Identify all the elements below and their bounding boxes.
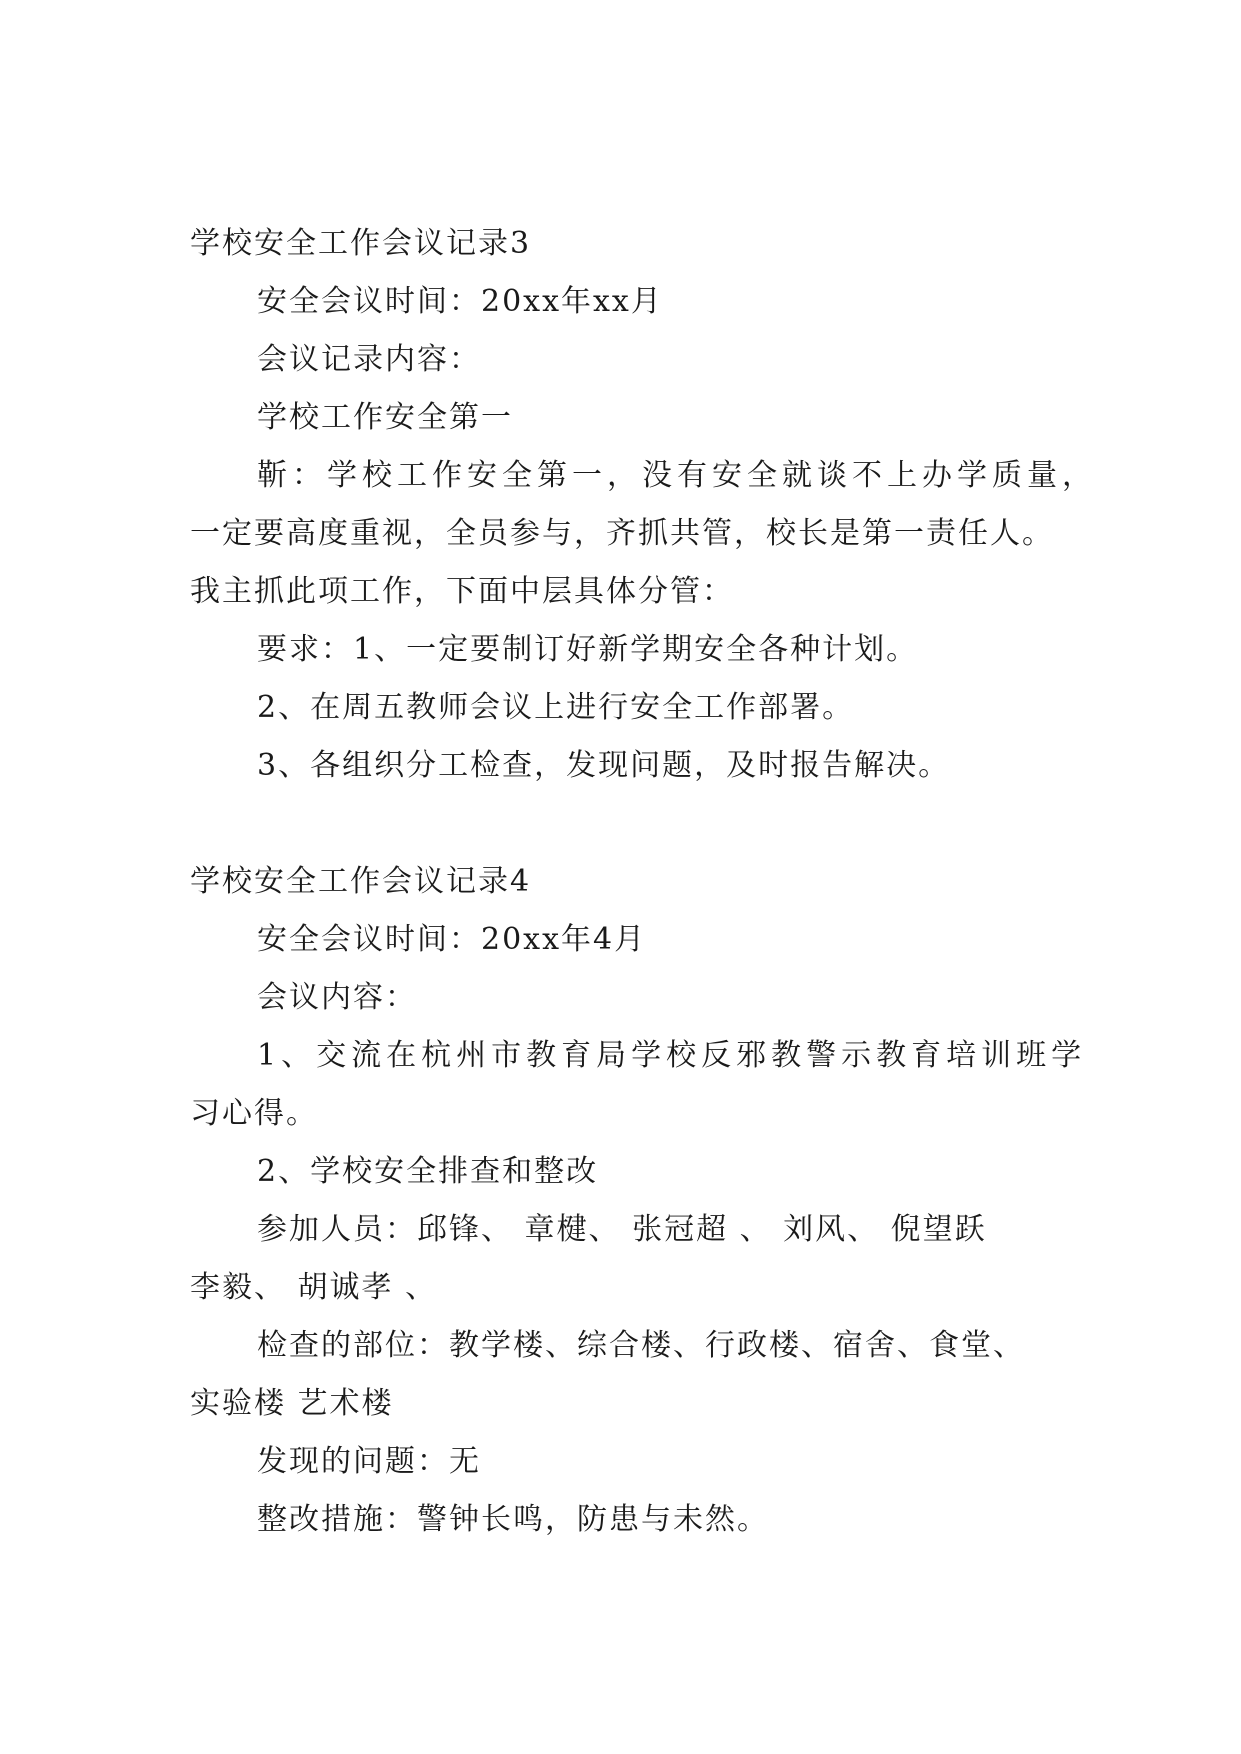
paragraph-line: 2、学校安全排查和整改 [257,1154,599,1189]
paragraph-line: 习心得。 [190,1096,318,1131]
paragraph-line: 靳：学校工作安全第一，没有安全就谈不上办学质量， [257,458,1097,493]
meeting-time: 安全会议时间：20xx年4月 [257,922,647,957]
requirement-item: 2、在周五教师会议上进行安全工作部署。 [257,690,855,725]
paragraph-line: 学校工作安全第一 [257,400,513,435]
section-title: 学校安全工作会议记录3 [190,226,532,261]
meeting-content-label: 会议内容： [257,980,417,1015]
corrective-measures-line: 整改措施：警钟长鸣，防患与未然。 [257,1502,769,1537]
participants-line: 李毅、 胡诚孝 、 [190,1270,438,1305]
paragraph-line: 1、交流在杭州市教育局学校反邪教警示教育培训班学 [257,1038,1087,1073]
paragraph-line: 一定要高度重视，全员参与，齐抓共管，校长是第一责任人。 [190,516,1054,551]
participants-line: 参加人员：邱锋、 章楗、 张冠超 、 刘风、 倪望跃 [257,1212,987,1247]
section-title: 学校安全工作会议记录4 [190,864,532,899]
inspection-areas-line: 检查的部位：教学楼、综合楼、行政楼、宿舍、食堂、 [257,1328,1025,1363]
requirement-item: 要求：1、一定要制订好新学期安全各种计划。 [257,632,919,667]
meeting-time: 安全会议时间：20xx年xx月 [257,284,663,319]
issues-found-line: 发现的问题：无 [257,1444,481,1479]
record-content-label: 会议记录内容： [257,342,481,377]
inspection-areas-line: 实验楼 艺术楼 [190,1386,394,1421]
paragraph-line: 我主抓此项工作，下面中层具体分管： [190,574,734,609]
requirement-item: 3、各组织分工检查，发现问题，及时报告解决。 [257,748,951,783]
